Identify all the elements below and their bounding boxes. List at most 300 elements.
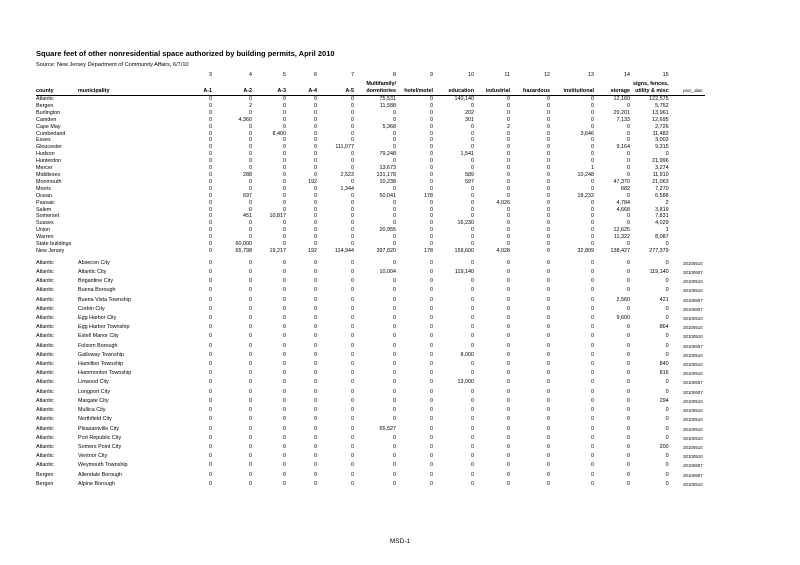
value-cell: 0: [547, 102, 550, 109]
colnum-4: 4: [249, 72, 252, 79]
value-cell: 0: [209, 165, 212, 172]
value-cell: 0: [314, 407, 317, 414]
value-cell: 0: [314, 259, 317, 266]
county-name-cell: Camden: [36, 116, 57, 123]
value-cell: 0: [471, 361, 474, 368]
value-cell: 0: [283, 165, 286, 172]
county-row: [36, 151, 705, 158]
county-name-cell: Middlesex: [36, 171, 61, 178]
value-cell: 0: [314, 151, 317, 158]
empty-cell: [78, 137, 181, 144]
empty-cell: [672, 207, 705, 214]
proc-date-cell: 20100510: [683, 279, 703, 285]
value-cell: 0: [430, 462, 433, 469]
county-name-cell: Warren: [36, 234, 54, 241]
municipality-name-cell: Brigantine City: [78, 278, 114, 285]
value-cell: 0: [249, 165, 252, 172]
value-cell: 2,523: [340, 171, 354, 178]
value-cell: 0: [249, 259, 252, 266]
value-cell: 0: [283, 453, 286, 460]
value-cell: 50,041: [379, 192, 396, 199]
value-cell: 0: [471, 296, 474, 303]
value-cell: 159,600: [454, 247, 474, 254]
value-cell: 0: [547, 96, 550, 102]
value-cell: 0: [351, 178, 354, 185]
value-cell: 0: [507, 185, 510, 192]
value-cell: 0: [627, 416, 630, 423]
value-cell: 0: [507, 241, 510, 248]
value-cell: 0: [507, 351, 510, 358]
value-cell: 0: [430, 388, 433, 395]
value-cell: 0: [314, 109, 317, 116]
value-cell: 0: [249, 305, 252, 312]
value-cell: 0: [314, 416, 317, 423]
value-cell: 0: [627, 171, 630, 178]
value-cell: 178: [424, 247, 433, 254]
value-cell: 0: [507, 171, 510, 178]
value-cell: 0: [209, 206, 212, 213]
value-cell: 0: [507, 370, 510, 377]
value-cell: 0: [393, 379, 396, 386]
empty-cell: [78, 193, 181, 200]
value-cell: 0: [249, 370, 252, 377]
value-cell: 0: [351, 151, 354, 158]
value-cell: 0: [393, 137, 396, 144]
value-cell: 0: [314, 220, 317, 227]
value-cell: 11,910: [652, 171, 669, 178]
value-cell: 0: [547, 158, 550, 165]
value-cell: 119,140: [454, 269, 474, 276]
value-cell: 0: [507, 234, 510, 241]
value-cell: 0: [627, 370, 630, 377]
value-cell: 0: [591, 220, 594, 227]
value-cell: 0: [591, 158, 594, 165]
value-cell: 0: [209, 443, 212, 450]
header-signs-top: signs, fences,: [633, 81, 669, 88]
value-cell: 0: [547, 388, 550, 395]
value-cell: 0: [627, 379, 630, 386]
empty-cell: [78, 165, 181, 172]
value-cell: 0: [393, 480, 396, 487]
county-name-cell: State buildings: [36, 241, 72, 248]
value-cell: 0: [430, 315, 433, 322]
value-cell: 0: [547, 296, 550, 303]
value-cell: 0: [547, 206, 550, 213]
proc-date-cell: 20100607: [683, 389, 703, 395]
value-cell: 0: [665, 241, 669, 248]
value-cell: 0: [314, 305, 317, 312]
value-cell: 0: [471, 227, 474, 234]
value-cell: 0: [209, 462, 212, 469]
value-cell: 0: [314, 137, 317, 144]
value-cell: 0: [351, 471, 354, 478]
value-cell: 1,344: [340, 185, 354, 192]
county-name-cell: Atlantic: [36, 379, 54, 386]
value-cell: 0: [351, 269, 354, 276]
value-cell: 0: [209, 247, 212, 254]
value-cell: 0: [591, 388, 594, 395]
county-row: [36, 241, 705, 248]
municipality-row: [36, 480, 705, 489]
value-cell: 0: [627, 397, 630, 404]
value-cell: 0: [507, 397, 510, 404]
value-cell: 18,232: [577, 192, 594, 199]
county-name-cell: Cape May: [36, 123, 61, 130]
value-cell: 0: [209, 123, 212, 130]
value-cell: 0: [471, 199, 474, 206]
value-cell: 0: [249, 443, 252, 450]
value-cell: 0: [627, 351, 630, 358]
value-cell: 0: [430, 234, 433, 241]
colnum-8: 8: [393, 72, 396, 79]
header-dormitories: dormitories: [357, 88, 399, 96]
value-cell: 0: [430, 151, 433, 158]
value-cell: 0: [547, 453, 550, 460]
value-cell: 0: [507, 462, 510, 469]
value-cell: 0: [471, 315, 474, 322]
value-cell: 0: [591, 206, 594, 213]
value-cell: 0: [249, 234, 252, 241]
value-cell: 0: [471, 324, 474, 331]
value-cell: 0: [351, 453, 354, 460]
value-cell: 0: [209, 471, 212, 478]
value-cell: 0: [507, 144, 510, 151]
value-cell: 0: [591, 407, 594, 414]
value-cell: 0: [314, 165, 317, 172]
value-cell: 0: [314, 443, 317, 450]
value-cell: 0: [507, 213, 510, 220]
value-cell: 0: [209, 137, 212, 144]
value-cell: 0: [547, 165, 550, 172]
value-cell: 0: [665, 462, 669, 469]
value-cell: 0: [209, 130, 212, 137]
value-cell: 0: [547, 425, 550, 432]
proc-date-cell: 20100607: [683, 297, 703, 303]
value-cell: 79,248: [379, 151, 396, 158]
value-cell: 0: [351, 425, 354, 432]
value-cell: 0: [471, 333, 474, 340]
value-cell: 65,798: [235, 247, 252, 254]
value-cell: 0: [591, 151, 594, 158]
value-cell: 0: [471, 480, 474, 487]
value-cell: 0: [507, 158, 510, 165]
value-cell: 3,646: [580, 130, 594, 137]
header-hazardous: hazardous: [513, 88, 553, 96]
value-cell: 0: [507, 425, 510, 432]
value-cell: 0: [665, 480, 669, 487]
value-cell: 0: [507, 165, 510, 172]
value-cell: 0: [314, 342, 317, 349]
value-cell: 0: [314, 287, 317, 294]
empty-cell: [78, 158, 181, 165]
value-cell: 0: [627, 158, 630, 165]
value-cell: 0: [283, 158, 286, 165]
header-dorm-top: Multifamily/: [366, 81, 396, 88]
proc-date-cell: 20100510: [683, 417, 703, 423]
value-cell: 0: [507, 269, 510, 276]
value-cell: 0: [393, 351, 396, 358]
value-cell: 0: [209, 171, 212, 178]
value-cell: 0: [430, 220, 433, 227]
value-cell: 0: [430, 137, 433, 144]
municipality-name-cell: Mullica City: [78, 407, 106, 414]
empty-cell: [78, 179, 181, 186]
value-cell: 0: [314, 453, 317, 460]
value-cell: 0: [209, 241, 212, 248]
value-cell: 0: [351, 199, 354, 206]
value-cell: 4,668: [616, 206, 630, 213]
county-name-cell: Atlantic: [36, 351, 54, 358]
value-cell: 0: [209, 388, 212, 395]
value-cell: 0: [471, 278, 474, 285]
value-cell: 0: [393, 333, 396, 340]
value-cell: 0: [430, 379, 433, 386]
proc-date-cell: 20100510: [683, 316, 703, 322]
header-a1: A-1: [181, 88, 215, 96]
empty-cell: [672, 248, 705, 255]
value-cell: 0: [627, 192, 630, 199]
value-cell: 0: [314, 227, 317, 234]
value-cell: 10,004: [379, 269, 396, 276]
empty-cell: [78, 131, 181, 138]
empty-cell: [78, 220, 181, 227]
value-cell: 0: [471, 241, 474, 248]
value-cell: 8,000: [460, 351, 474, 358]
value-cell: 0: [507, 361, 510, 368]
value-cell: 0: [249, 462, 252, 469]
municipality-row: [36, 332, 705, 341]
value-cell: 10,248: [577, 171, 594, 178]
county-row: [36, 144, 705, 151]
empty-cell: [672, 117, 705, 124]
county-name-cell: Ocean: [36, 192, 52, 199]
municipality-row: [36, 351, 705, 360]
value-cell: 7,270: [655, 185, 669, 192]
value-cell: 0: [547, 259, 550, 266]
value-cell: 0: [393, 199, 396, 206]
empty-cell: [672, 131, 705, 138]
column-number-row: [36, 72, 705, 79]
value-cell: 0: [547, 471, 550, 478]
value-cell: 0: [283, 241, 286, 248]
value-cell: 0: [283, 342, 286, 349]
value-cell: 0: [507, 151, 510, 158]
value-cell: 0: [283, 333, 286, 340]
value-cell: 0: [627, 102, 630, 109]
value-cell: 0: [209, 144, 212, 151]
value-cell: 0: [283, 123, 286, 130]
municipality-name-cell: Egg Harbor Township: [78, 324, 130, 331]
value-cell: 0: [393, 278, 396, 285]
value-cell: 122,575: [649, 96, 669, 102]
value-cell: 10,238: [379, 178, 396, 185]
colnum-10: 10: [468, 72, 474, 79]
value-cell: 0: [393, 296, 396, 303]
value-cell: 6,588: [655, 192, 669, 199]
value-cell: 0: [665, 342, 669, 349]
value-cell: 0: [665, 333, 669, 340]
value-cell: 0: [547, 462, 550, 469]
value-cell: 0: [249, 397, 252, 404]
value-cell: 0: [507, 434, 510, 441]
page-footer: MSD-1: [389, 538, 411, 545]
municipality-row: [36, 434, 705, 443]
value-cell: 0: [314, 130, 317, 137]
value-cell: 0: [507, 192, 510, 199]
value-cell: 0: [314, 241, 317, 248]
value-cell: 0: [591, 480, 594, 487]
value-cell: 0: [471, 407, 474, 414]
value-cell: 0: [351, 296, 354, 303]
municipality-name-cell: Egg Harbor City: [78, 315, 117, 322]
county-name-cell: Atlantic: [36, 278, 54, 285]
header-a4: A-4: [289, 88, 320, 96]
value-cell: 0: [430, 434, 433, 441]
colnum-6: 6: [314, 72, 317, 79]
empty-cell: [672, 172, 705, 179]
source-note: Source: New Jersey Department of Community Affairs, 6/7/10: [36, 62, 189, 68]
municipality-name-cell: Folsom Borough: [78, 342, 118, 349]
municipality-name-cell: Linwood City: [78, 379, 109, 386]
value-cell: 0: [314, 379, 317, 386]
value-cell: 0: [393, 443, 396, 450]
colnum-13: 13: [588, 72, 594, 79]
value-cell: 0: [471, 342, 474, 349]
municipality-row: [36, 342, 705, 351]
value-cell: 0: [209, 425, 212, 432]
empty-cell: [672, 144, 705, 151]
header-hotel: hotel/motel: [399, 88, 436, 96]
county-name-cell: Atlantic: [36, 305, 54, 312]
municipality-row: [36, 443, 705, 452]
county-row: [36, 172, 705, 179]
value-cell: 0: [283, 480, 286, 487]
empty-cell: [78, 234, 181, 241]
value-cell: 0: [351, 165, 354, 172]
value-cell: 0: [209, 407, 212, 414]
municipality-name-cell: Corbin City: [78, 305, 105, 312]
value-cell: 0: [547, 397, 550, 404]
municipality-row: [36, 397, 705, 406]
value-cell: 0: [209, 305, 212, 312]
value-cell: 29,201: [613, 109, 630, 116]
value-cell: 0: [283, 192, 286, 199]
county-row: [36, 131, 705, 138]
value-cell: 0: [430, 241, 433, 248]
value-cell: 0: [351, 315, 354, 322]
value-cell: 0: [249, 220, 252, 227]
header-a3: A-3: [255, 88, 289, 96]
value-cell: 0: [430, 102, 433, 109]
header-storage: storage: [597, 88, 633, 96]
empty-cell: [78, 110, 181, 117]
value-cell: 0: [249, 407, 252, 414]
value-cell: 0: [249, 471, 252, 478]
value-cell: 0: [591, 278, 594, 285]
proc-date-cell: 20100510: [683, 334, 703, 340]
county-name-cell: Hunterdon: [36, 158, 62, 165]
value-cell: 0: [471, 370, 474, 377]
value-cell: 0: [351, 227, 354, 234]
value-cell: 0: [547, 247, 550, 254]
value-cell: 0: [393, 130, 396, 137]
value-cell: 0: [471, 443, 474, 450]
value-cell: 0: [283, 171, 286, 178]
value-cell: 0: [507, 416, 510, 423]
empty-cell: [672, 179, 705, 186]
value-cell: 9,315: [655, 144, 669, 151]
value-cell: 0: [430, 144, 433, 151]
value-cell: 0: [665, 151, 669, 158]
value-cell: 0: [209, 158, 212, 165]
value-cell: 0: [430, 361, 433, 368]
value-cell: 0: [283, 116, 286, 123]
municipality-row: [36, 415, 705, 424]
value-cell: 0: [547, 123, 550, 130]
empty-cell: [78, 186, 181, 193]
value-cell: 8,087: [655, 234, 669, 241]
value-cell: 0: [665, 388, 669, 395]
municipality-name-cell: Absecon City: [78, 259, 110, 266]
proc-date-cell: 20100510: [683, 362, 703, 368]
value-cell: 0: [209, 213, 212, 220]
county-name-cell: Essex: [36, 137, 51, 144]
value-cell: 0: [351, 351, 354, 358]
value-cell: 0: [314, 192, 317, 199]
empty-cell: [78, 227, 181, 234]
county-row: [36, 124, 705, 131]
county-row: [36, 117, 705, 124]
value-cell: 0: [351, 407, 354, 414]
county-summary-section: [36, 96, 705, 255]
value-cell: 0: [471, 144, 474, 151]
value-cell: 0: [591, 425, 594, 432]
value-cell: 0: [507, 259, 510, 266]
value-cell: 0: [249, 227, 252, 234]
value-cell: 4,028: [496, 247, 510, 254]
value-cell: 0: [314, 425, 317, 432]
municipality-row: [36, 296, 705, 305]
municipality-name-cell: Estell Manor City: [78, 333, 119, 340]
county-name-cell: Passaic: [36, 199, 55, 206]
value-cell: 0: [430, 96, 433, 102]
value-cell: 0: [591, 199, 594, 206]
value-cell: 0: [430, 109, 433, 116]
header-a5: A-5: [320, 88, 357, 96]
value-cell: 0: [471, 305, 474, 312]
value-cell: 0: [314, 370, 317, 377]
value-cell: 0: [627, 407, 630, 414]
proc-date-cell: 20100607: [683, 472, 703, 478]
value-cell: 0: [351, 206, 354, 213]
value-cell: 0: [249, 144, 252, 151]
value-cell: 0: [209, 315, 212, 322]
empty-cell: [672, 151, 705, 158]
value-cell: 397,820: [376, 247, 396, 254]
municipality-row: [36, 305, 705, 314]
value-cell: 0: [507, 407, 510, 414]
value-cell: 0: [591, 116, 594, 123]
value-cell: 0: [507, 206, 510, 213]
proc-date-cell: 20100510: [683, 352, 703, 358]
value-cell: 0: [283, 287, 286, 294]
value-cell: 0: [591, 324, 594, 331]
value-cell: 0: [471, 397, 474, 404]
county-row: [36, 227, 705, 234]
empty-cell: [672, 96, 705, 103]
header-industrial: industrial: [477, 88, 513, 96]
value-cell: 0: [471, 137, 474, 144]
